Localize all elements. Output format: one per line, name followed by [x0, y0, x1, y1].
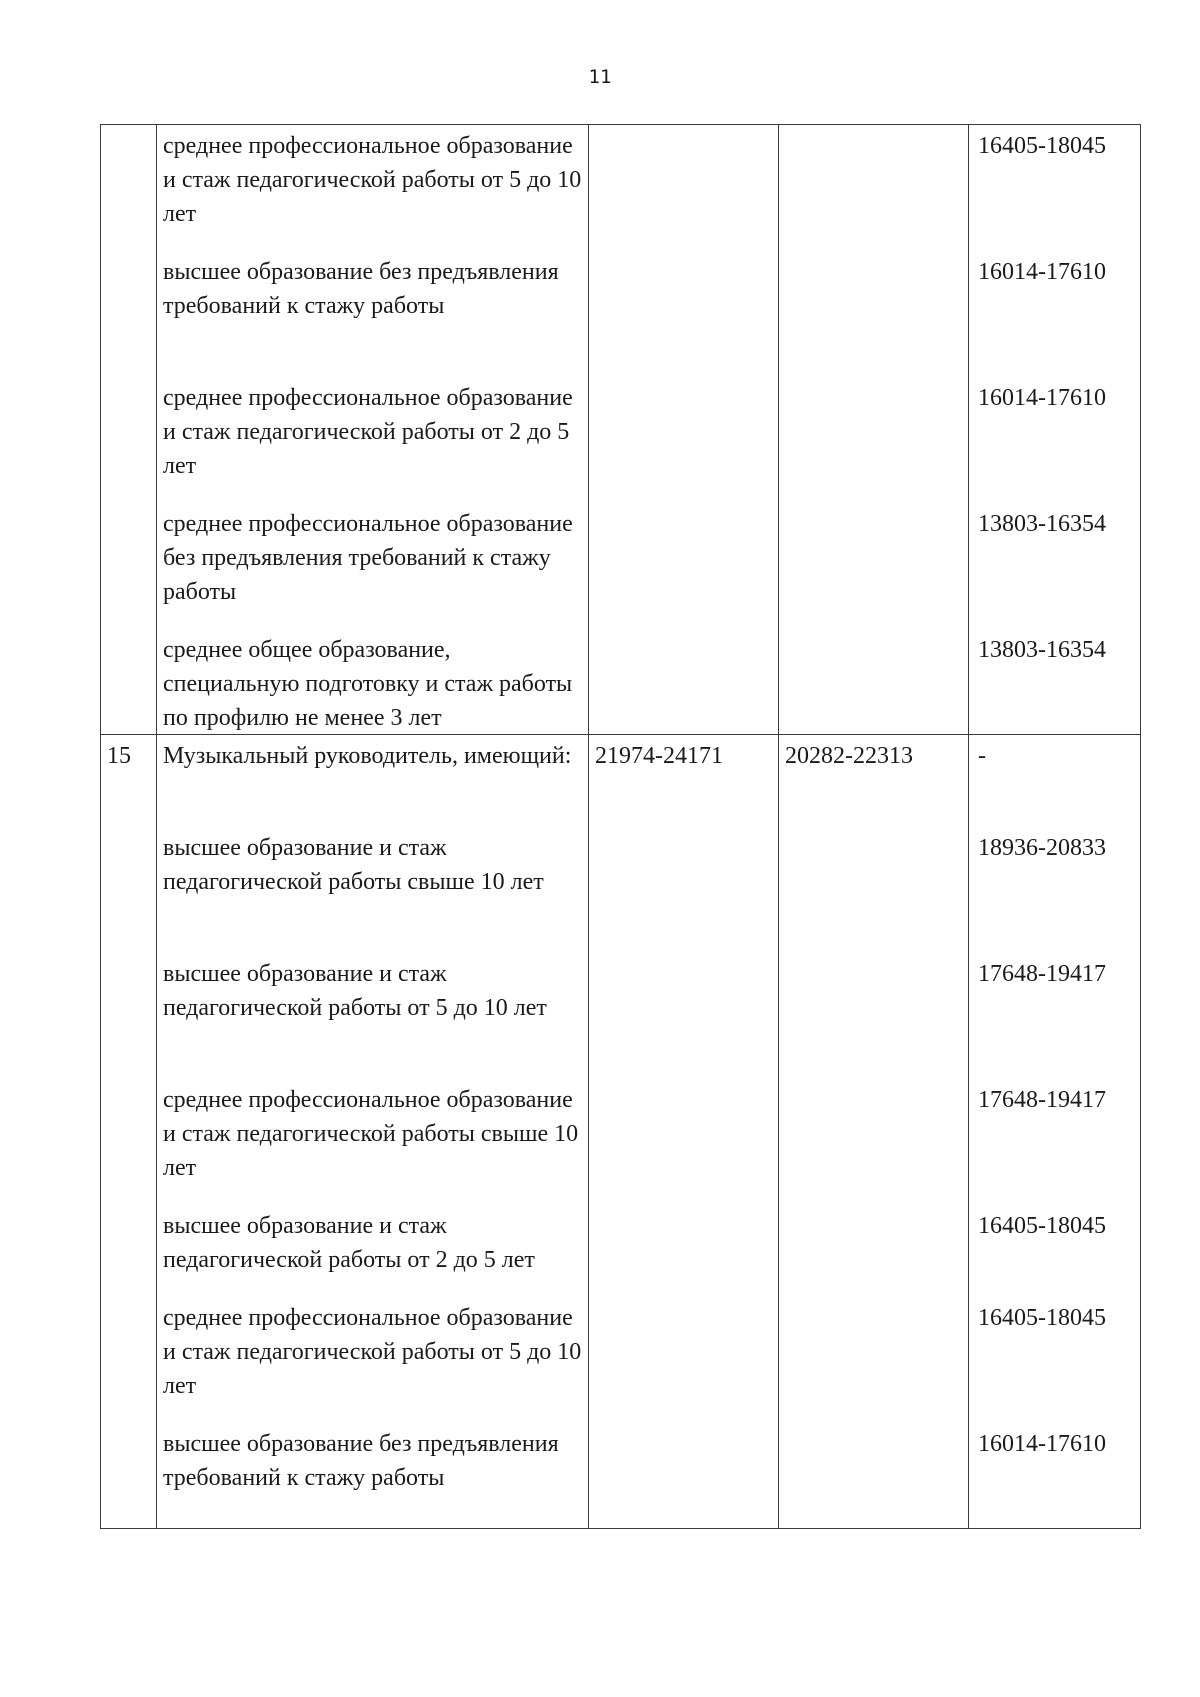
salary-value: 16014-17610 [978, 259, 1106, 285]
list-item: среднее профессиональное образование и стаж педагогической работы от 5 до 10 лет [163, 133, 582, 227]
list-item: высшее образование без предъявления требований к стажу работы [163, 1431, 559, 1491]
list-item: среднее профессиональное образование и стаж педагогической работы свыше 10 лет [163, 1087, 579, 1181]
salary-value: 17648-19417 [978, 961, 1106, 987]
list-item: среднее профессиональное образование и стаж педагогической работы от 2 до 5 лет [163, 385, 573, 479]
page-number: 11 [588, 66, 612, 88]
list-item: среднее общее образование, специальную подготовку и стаж работы по профилю не менее 3 лет [163, 637, 573, 731]
salary-value: 16405-18045 [978, 133, 1106, 159]
salary-value: 16405-18045 [978, 1213, 1106, 1239]
salary-value: 13803-16354 [978, 511, 1106, 537]
salary-value: 13803-16354 [978, 637, 1106, 663]
salary-cell-3 [969, 125, 1141, 735]
salary-cell-1: 21974-24171 [589, 735, 779, 1529]
salary-value: 16405-18045 [978, 1305, 1106, 1331]
salary-cell-3 [969, 735, 1141, 1529]
list-item: Музыкальный руководитель, имеющий: [163, 743, 572, 769]
salary-cell-1 [589, 125, 779, 735]
list-item: среднее профессиональное образование и стаж педагогической работы от 5 до 10 лет [163, 1305, 582, 1399]
list-item: высшее образование и стаж педагогической работы от 5 до 10 лет [163, 961, 547, 1021]
list-item: высшее образование без предъявления требований к стажу работы [163, 259, 559, 319]
salary-value: 16014-17610 [978, 1431, 1106, 1457]
list-item: высшее образование и стаж педагогической работы от 2 до 5 лет [163, 1213, 535, 1273]
description-cell [157, 735, 589, 1529]
salary-value: 17648-19417 [978, 1087, 1106, 1113]
salary-cell-2 [779, 125, 969, 735]
list-item: среднее профессиональное образование без предъявления требований к стажу работы [163, 511, 573, 605]
salary-value: 16014-17610 [978, 385, 1106, 411]
salary-value: 18936-20833 [978, 835, 1106, 861]
description-cell [157, 125, 589, 735]
salary-value: - [978, 743, 986, 769]
table-row [101, 125, 1141, 735]
row-number-cell: 15 [101, 735, 157, 1529]
salary-cell-2: 20282-22313 [779, 735, 969, 1529]
salary-table [100, 124, 1141, 1529]
row-number-cell [101, 125, 157, 735]
list-item: высшее образование и стаж педагогической работы свыше 10 лет [163, 835, 544, 895]
table-row [101, 735, 1141, 1529]
